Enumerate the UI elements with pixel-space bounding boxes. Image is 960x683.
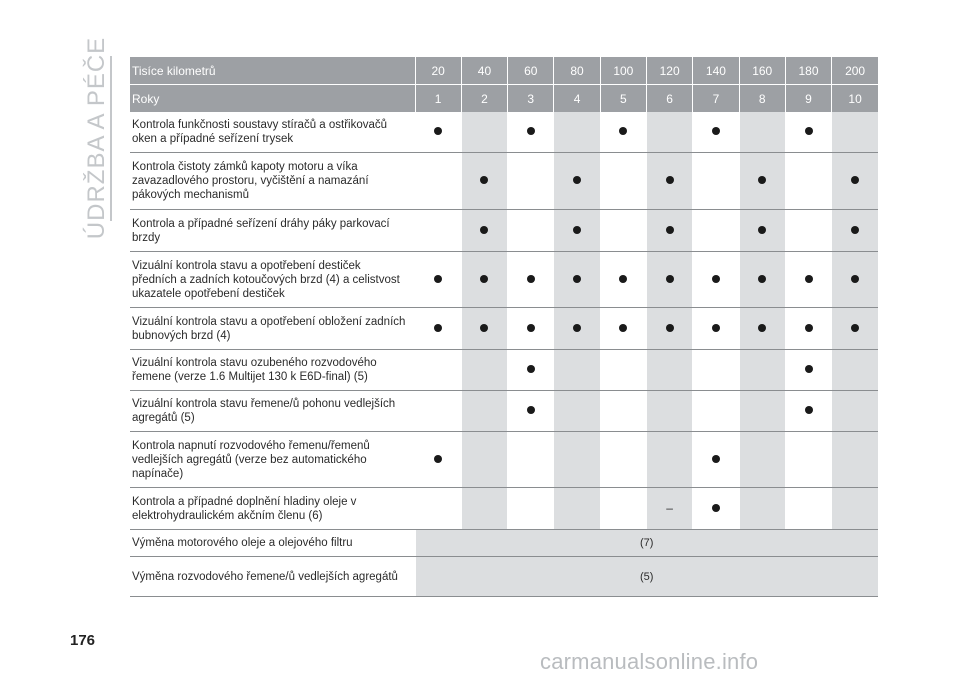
table-row [130, 308, 878, 350]
schedule-cell [415, 153, 461, 210]
table-row [130, 557, 878, 597]
scheduled-dot-icon [619, 275, 627, 283]
schedule-cell [600, 252, 646, 308]
side-section-title [83, 36, 110, 240]
table-body [130, 112, 878, 597]
schedule-cell [646, 350, 692, 391]
scheduled-dot-icon [573, 324, 581, 332]
schedule-cell [785, 391, 831, 432]
row-label: Kontrola napnutí rozvodového řemenu/řemenů vedlejších agregátů (verze bez automatického napínače) [130, 432, 415, 488]
schedule-cell [461, 391, 507, 432]
km-header-label: Tisíce kilometrů [130, 57, 415, 85]
schedule-cell [832, 488, 878, 530]
schedule-cell [554, 350, 600, 391]
scheduled-dot-icon [666, 324, 674, 332]
table-row [130, 350, 878, 391]
scheduled-dot-icon [527, 365, 535, 373]
schedule-cell [693, 488, 739, 530]
row-label: Kontrola a případné doplnění hladiny oleje v elektrohydraulickém akčním členu (6) [130, 488, 415, 530]
scheduled-dot-icon [712, 275, 720, 283]
schedule-cell [600, 488, 646, 530]
row-label: Vizuální kontrola stavu a opotřebení destiček předních a zadních kotoučových brzd (4) a celistvost ukazatele opotřebení destiček [130, 252, 415, 308]
schedule-cell [508, 210, 554, 252]
scheduled-dot-icon [758, 275, 766, 283]
row-label: Výměna motorového oleje a olejového filtru [130, 530, 415, 557]
schedule-cell [554, 488, 600, 530]
schedule-cell [415, 350, 461, 391]
schedule-cell [508, 252, 554, 308]
schedule-cell [832, 112, 878, 153]
schedule-cell [693, 153, 739, 210]
schedule-cell [832, 391, 878, 432]
schedule-cell [646, 308, 692, 350]
km-header-row [130, 57, 878, 85]
schedule-cell [461, 210, 507, 252]
schedule-cell [739, 112, 785, 153]
schedule-cell [785, 432, 831, 488]
scheduled-dot-icon [480, 226, 488, 234]
year-header-cell: 4 [554, 85, 600, 113]
table-row [130, 391, 878, 432]
scheduled-dot-icon [851, 176, 859, 184]
scheduled-dot-icon [805, 127, 813, 135]
scheduled-dot-icon [805, 406, 813, 414]
schedule-cell [600, 432, 646, 488]
scheduled-dot-icon [527, 275, 535, 283]
schedule-cell [461, 432, 507, 488]
schedule-cell [785, 488, 831, 530]
row-label: Vizuální kontrola stavu ozubeného rozvodového řemene (verze 1.6 Multijet 130 k E6D-final) (5) [130, 350, 415, 391]
scheduled-dot-icon [712, 127, 720, 135]
schedule-cell [600, 153, 646, 210]
scheduled-dot-icon [851, 226, 859, 234]
row-label: Výměna rozvodového řemene/ů vedlejších agregátů [130, 557, 415, 597]
km-header-cell: 180 [785, 57, 831, 85]
schedule-cell [508, 153, 554, 210]
scheduled-dot-icon [527, 127, 535, 135]
years-header-label: Roky [130, 85, 415, 113]
scheduled-dot-icon [434, 127, 442, 135]
schedule-cell [415, 432, 461, 488]
schedule-cell [646, 112, 692, 153]
schedule-cell [832, 252, 878, 308]
km-header-cell: 100 [600, 57, 646, 85]
schedule-cell [785, 210, 831, 252]
schedule-cell [600, 350, 646, 391]
schedule-cell [508, 432, 554, 488]
scheduled-dot-icon [666, 226, 674, 234]
schedule-cell [554, 432, 600, 488]
schedule-cell [415, 488, 461, 530]
schedule-cell [508, 350, 554, 391]
schedule-cell [832, 153, 878, 210]
scheduled-dot-icon [434, 324, 442, 332]
schedule-cell [693, 432, 739, 488]
schedule-cell [600, 112, 646, 153]
schedule-cell [785, 153, 831, 210]
schedule-cell [600, 391, 646, 432]
schedule-cell [646, 488, 692, 530]
km-header-cell: 160 [739, 57, 785, 85]
schedule-cell [832, 350, 878, 391]
schedule-cell [693, 210, 739, 252]
schedule-cell [554, 153, 600, 210]
schedule-cell [739, 153, 785, 210]
schedule-cell [832, 210, 878, 252]
side-section-title-text: ÚDRŽBA A PÉČE [83, 36, 110, 240]
schedule-cell [554, 252, 600, 308]
schedule-cell [739, 350, 785, 391]
scheduled-dot-icon [758, 324, 766, 332]
row-span-note: (7) [415, 530, 878, 557]
years-header-row [130, 85, 878, 113]
scheduled-dot-icon [480, 324, 488, 332]
table-row [130, 252, 878, 308]
schedule-cell [415, 391, 461, 432]
schedule-cell [785, 308, 831, 350]
row-label: Vizuální kontrola stavu řemene/ů pohonu vedlejších agregátů (5) [130, 391, 415, 432]
scheduled-dot-icon [758, 226, 766, 234]
schedule-cell [461, 153, 507, 210]
schedule-cell [554, 391, 600, 432]
table-row [130, 112, 878, 153]
schedule-cell [785, 350, 831, 391]
schedule-cell [415, 210, 461, 252]
scheduled-dot-icon [805, 275, 813, 283]
scheduled-dot-icon [712, 324, 720, 332]
schedule-cell [461, 488, 507, 530]
schedule-cell [693, 112, 739, 153]
table-row [130, 488, 878, 530]
scheduled-dot-icon [805, 365, 813, 373]
schedule-cell [739, 391, 785, 432]
schedule-cell [693, 391, 739, 432]
scheduled-dot-icon [712, 504, 720, 512]
schedule-cell [739, 252, 785, 308]
schedule-cell [646, 153, 692, 210]
schedule-cell [646, 391, 692, 432]
row-label: Kontrola funkčnosti soustavy stíračů a ostřikovačů oken a případné seřízení trysek [130, 112, 415, 153]
schedule-cell [739, 308, 785, 350]
schedule-cell [508, 391, 554, 432]
scheduled-dot-icon [619, 127, 627, 135]
schedule-cell [693, 252, 739, 308]
schedule-cell [508, 112, 554, 153]
km-header-cell: 200 [832, 57, 878, 85]
scheduled-dot-icon [666, 176, 674, 184]
schedule-cell [461, 112, 507, 153]
km-header-cell: 20 [415, 57, 461, 85]
scheduled-dot-icon [758, 176, 766, 184]
table-row [130, 153, 878, 210]
schedule-cell [415, 308, 461, 350]
year-header-cell: 7 [693, 85, 739, 113]
schedule-cell [785, 112, 831, 153]
schedule-cell [739, 488, 785, 530]
schedule-cell [415, 112, 461, 153]
row-label: Vizuální kontrola stavu a opotřebení obložení zadních bubnových brzd (4) [130, 308, 415, 350]
year-header-cell: 6 [646, 85, 692, 113]
year-header-cell: 9 [785, 85, 831, 113]
scheduled-dot-icon [851, 324, 859, 332]
schedule-cell [415, 252, 461, 308]
schedule-cell [693, 308, 739, 350]
schedule-cell [739, 432, 785, 488]
scheduled-dot-icon [619, 324, 627, 332]
table-row [130, 210, 878, 252]
row-label: Kontrola čistoty zámků kapoty motoru a víka zavazadlového prostoru, vyčištění a namazání pákových mechanismů [130, 153, 415, 210]
scheduled-dot-icon [573, 226, 581, 234]
row-span-note: (5) [415, 557, 878, 597]
watermark: carmanualsonline.info [540, 649, 759, 674]
schedule-cell [646, 432, 692, 488]
year-header-cell: 2 [461, 85, 507, 113]
scheduled-dot-icon [851, 275, 859, 283]
row-label: Kontrola a případné seřízení dráhy páky parkovací brzdy [130, 210, 415, 252]
year-header-cell: 3 [508, 85, 554, 113]
scheduled-dot-icon [527, 406, 535, 414]
scheduled-dot-icon [434, 275, 442, 283]
table-row [130, 530, 878, 557]
maintenance-schedule-table [130, 57, 878, 597]
schedule-cell [832, 432, 878, 488]
year-header-cell: 5 [600, 85, 646, 113]
scheduled-dot-icon [712, 455, 720, 463]
schedule-cell [600, 308, 646, 350]
km-header-cell: 140 [693, 57, 739, 85]
schedule-cell [554, 210, 600, 252]
schedule-cell [508, 488, 554, 530]
scheduled-dot-icon [480, 176, 488, 184]
schedule-cell [554, 112, 600, 153]
schedule-cell [461, 350, 507, 391]
schedule-cell [646, 252, 692, 308]
side-rule [110, 56, 112, 221]
km-header-cell: 120 [646, 57, 692, 85]
page-number: 176 [70, 632, 96, 649]
schedule-cell [600, 210, 646, 252]
table-row [130, 432, 878, 488]
schedule-cell [646, 210, 692, 252]
km-header-cell: 40 [461, 57, 507, 85]
scheduled-dot-icon [527, 324, 535, 332]
schedule-cell [508, 308, 554, 350]
km-header-cell: 80 [554, 57, 600, 85]
km-header-cell: 60 [508, 57, 554, 85]
schedule-cell [461, 252, 507, 308]
schedule-cell [785, 252, 831, 308]
dash-mark: – [666, 501, 673, 515]
schedule-cell [554, 308, 600, 350]
scheduled-dot-icon [805, 324, 813, 332]
scheduled-dot-icon [573, 176, 581, 184]
scheduled-dot-icon [666, 275, 674, 283]
year-header-cell: 10 [832, 85, 878, 113]
schedule-cell [832, 308, 878, 350]
scheduled-dot-icon [480, 275, 488, 283]
scheduled-dot-icon [434, 455, 442, 463]
schedule-cell [693, 350, 739, 391]
year-header-cell: 1 [415, 85, 461, 113]
scheduled-dot-icon [573, 275, 581, 283]
schedule-cell [461, 308, 507, 350]
year-header-cell: 8 [739, 85, 785, 113]
schedule-cell [739, 210, 785, 252]
